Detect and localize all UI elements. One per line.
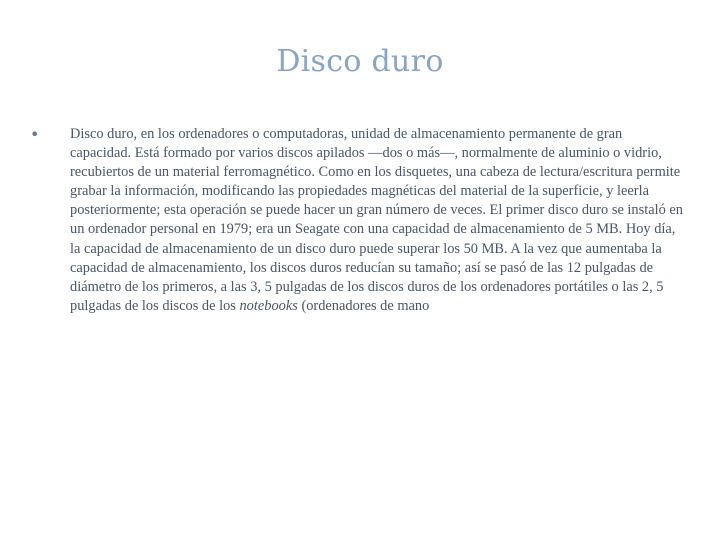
- paragraph-italic-term: notebooks: [239, 297, 298, 314]
- bullet-icon: •: [30, 125, 40, 144]
- slide-title: Disco duro: [276, 44, 444, 79]
- paragraph-text-end: (ordenadores de mano: [297, 297, 430, 314]
- paragraph-text: Disco duro, en los ordenadores o computadoras, unidad de almacenamiento permanente de gran capacidad. Está formado por varios discos apilados —dos o más—, normalmente de aluminio o vidrio, recubiertos de un material ferromagnético. Como en los disquetes, una cabeza de lectura/escritura permite grabar la información, modificando las propiedades magnéticas del material de la superficie, y leerla posteriormente; esta operación se puede hacer un gran número de veces. El primer disco duro se instaló en un ordenador personal en 1979; era un Seagate con una capacidad de almacenamiento de 5 MB. Hoy día, la capacidad de almacenamiento de un disco duro puede superar los 50 MB. A la vez que aumentaba la capacidad de almacenamiento, los discos duros reducían su tamaño; así se pasó de las 12 pulgadas de diámetro de los primeros, a las 3, 5 pulgadas de los discos duros de los ordenadores portátiles o las 2, 5 pulgadas de los discos de los: [70, 126, 683, 314]
- body-paragraph: [70, 125, 685, 316]
- slide-body: [30, 125, 685, 330]
